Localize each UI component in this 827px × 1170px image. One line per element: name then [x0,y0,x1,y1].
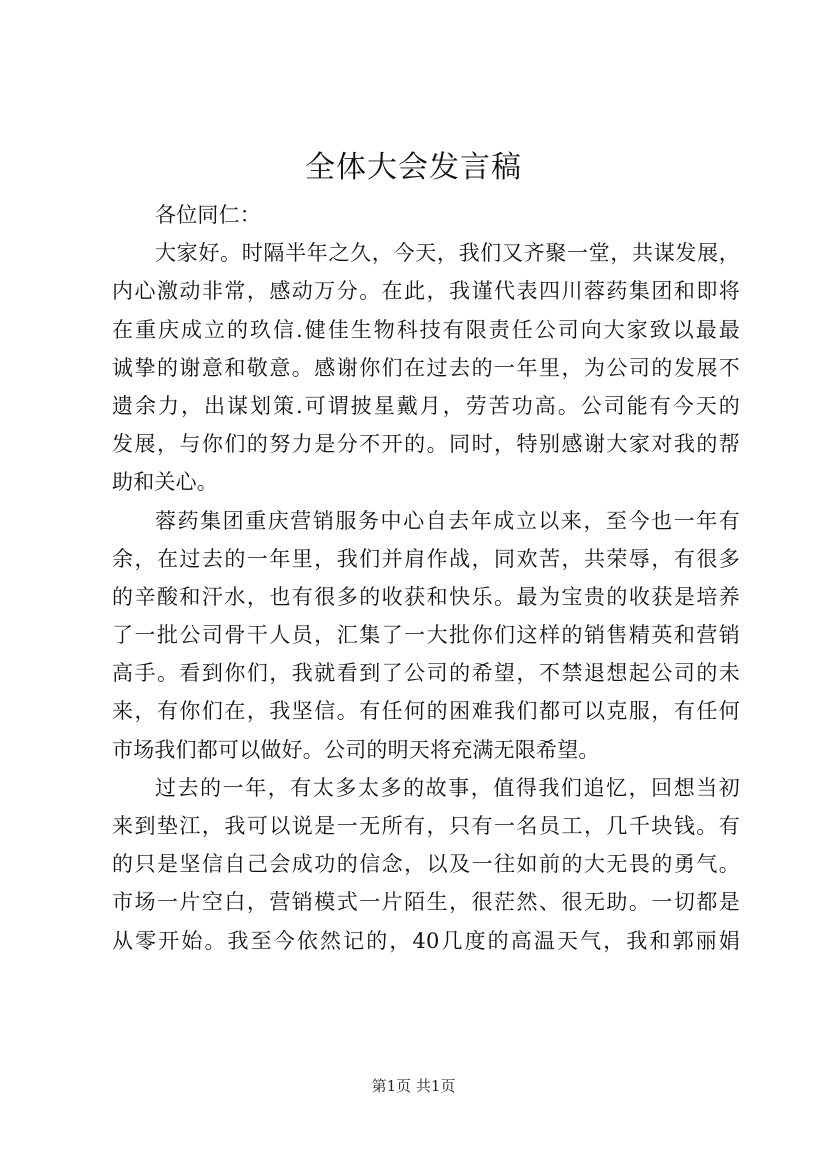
paragraph-line: 高手。看到你们，我就看到了公司的希望，不禁退想起公司的未 [112,661,740,686]
document-body [112,196,740,960]
paragraph-line: 来到垫江，我可以说是一无所有，只有一名员工，几千块钱。有 [112,814,740,838]
salutation-line: 各位同仁： [155,203,261,227]
paragraph-line: 发展，与你们的努力是分不开的。同时，特别感谢大家对我的帮 [112,432,740,457]
paragraph-line: 市场一片空白，营销模式一片陌生，很茫然、很无助。一切都是 [112,890,740,915]
paragraph-line: 遗余力，出谋划策.可谓披星戴月，劳苦功高。公司能有今天的 [112,393,740,418]
page-number-footer: 第1页 共1页 [371,1077,456,1095]
paragraph-line: 诚挚的谢意和敬意。感谢你们在过去的一年里，为公司的发展不 [112,355,740,380]
paragraph-line: 从零开始。我至今依然记的，40几度的高温天气，我和郭丽娟 [112,928,740,953]
paragraph-line: 了一批公司骨干人员，汇集了一大批你们这样的销售精英和营销 [112,623,740,648]
paragraph-line: 大家好。时隔半年之久，今天，我们又齐聚一堂，共谋发展， [155,241,740,266]
document-title: 全体大会发言稿 [305,150,522,185]
paragraph-line: 在重庆成立的玖信.健佳生物科技有限责任公司向大家致以最最 [112,317,740,342]
paragraph-line: 助和关心。 [112,470,218,495]
paragraph-line: 过去的一年，有太多太多的故事，值得我们追忆，回想当初 [155,775,740,800]
paragraph-line: 来，有你们在，我坚信。有任何的困难我们都可以克服，有任何 [112,699,740,724]
paragraph-line: 的辛酸和汗水，也有很多的收获和快乐。最为宝贵的收获是培养 [112,584,740,609]
paragraph-line: 蓉药集团重庆营销服务中心自去年成立以来，至今也一年有 [155,508,740,533]
paragraph-line: 市场我们都可以做好。公司的明天将充满无限希望。 [112,737,600,762]
paragraph-line: 内心激动非常，感动万分。在此，我谨代表四川蓉药集团和即将 [112,279,740,304]
paragraph-line: 的只是坚信自己会成功的信念，以及一往如前的大无畏的勇气。 [112,852,740,877]
paragraph-line: 余，在过去的一年里，我们并肩作战，同欢苦，共荣辱，有很多 [112,546,740,571]
